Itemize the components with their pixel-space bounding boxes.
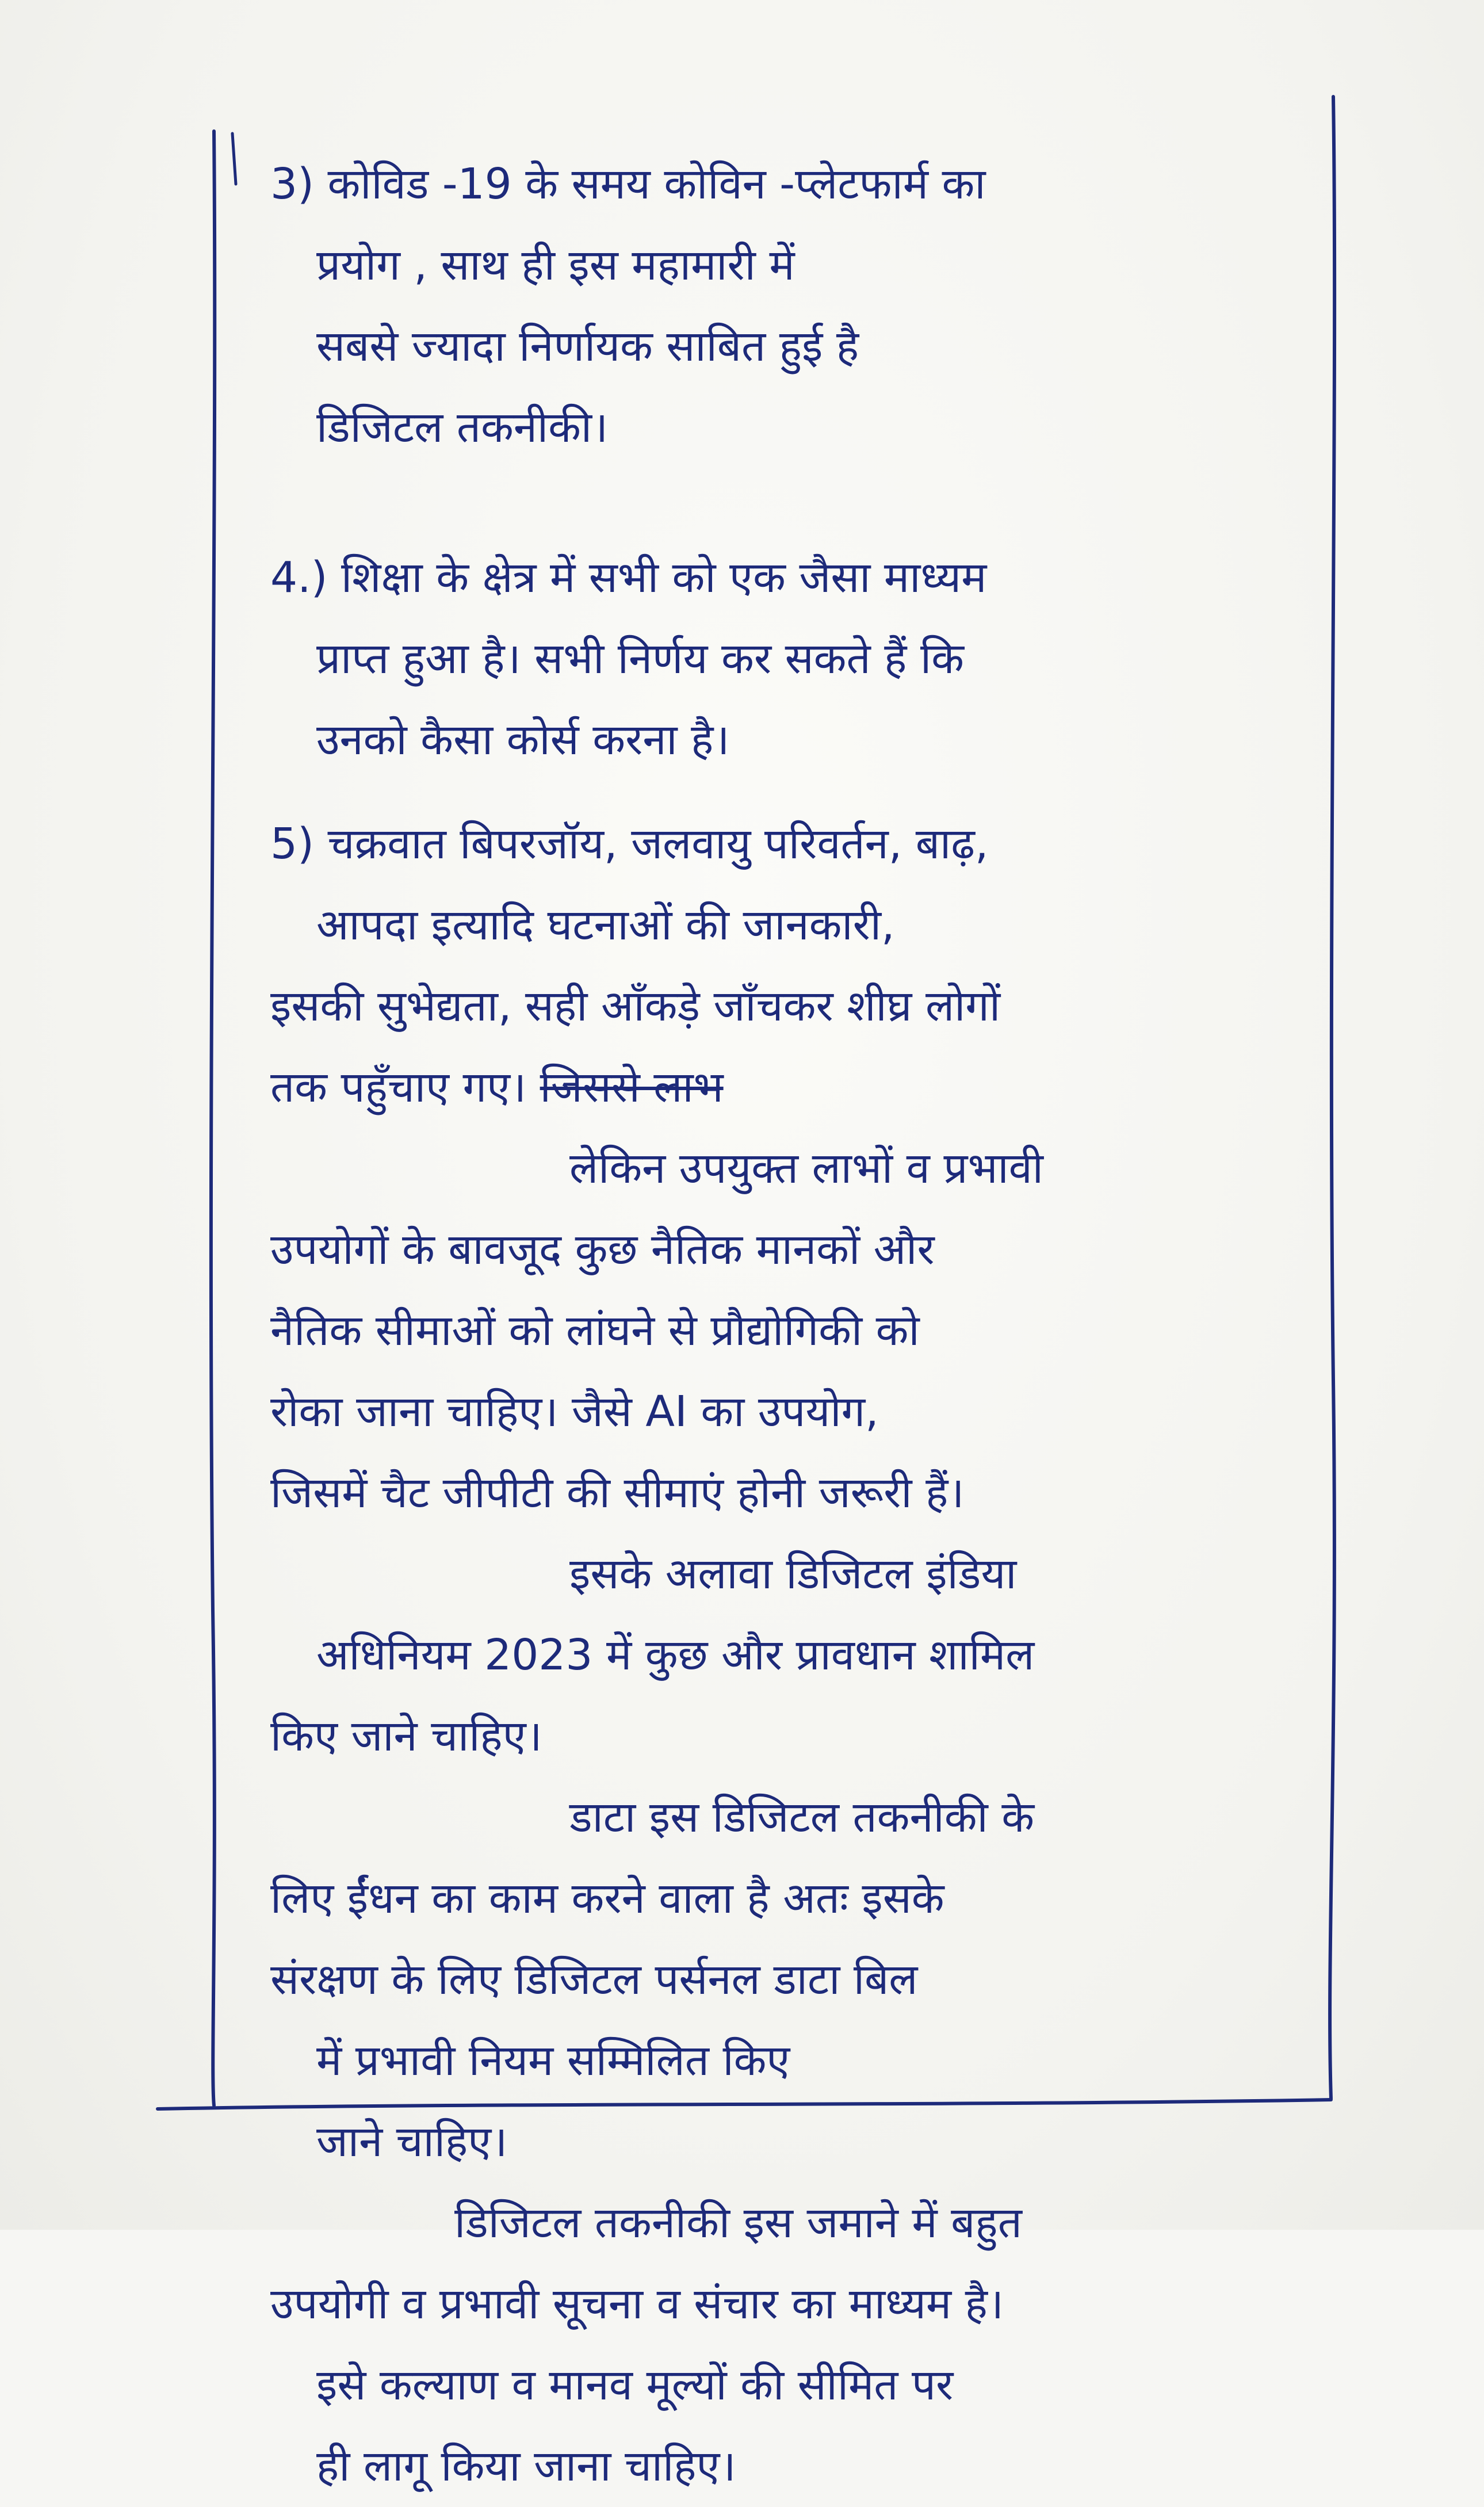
point-5-line-4-text: तक पहुँचाए गए। — [270, 1063, 527, 1112]
point-3-line-3: सबसे ज्यादा निर्णायक साबित हुई है — [316, 322, 859, 371]
border-right — [1330, 97, 1334, 2099]
point-3-line-1: 3) कोविड -19 के समय कोविन -प्लेटफार्म का — [270, 159, 986, 209]
conclusion-line-3: इसे कल्याण व मानव मूल्यों की सीमित पर — [316, 2360, 954, 2410]
point-5-line-2: आपदा इत्यादि घटनाओं की जानकारी, — [316, 900, 895, 950]
ethics-line-8: किए जाने चाहिए। — [270, 1711, 542, 1761]
paragraph-ethics — [270, 1128, 1323, 1777]
point-3 — [270, 144, 1323, 468]
border-mark — [232, 133, 236, 184]
point-4 — [270, 537, 1323, 781]
point-5 — [270, 804, 1323, 1128]
ethics-line-6: इसके अलावा डिजिटल इंडिया — [569, 1549, 1017, 1599]
point-4-line-2: प्राप्त हुआ है। सभी निर्णय कर सकते हैं कि — [316, 634, 964, 683]
handwritten-essay — [270, 144, 1323, 2507]
paragraph-conclusion — [270, 2183, 1323, 2507]
conclusion-line-4: ही लागू किया जाना चाहिए। — [316, 2441, 736, 2491]
ethics-line-1: लेकिन उपयुक्त लाभों व प्रभावी — [569, 1144, 1043, 1193]
data-line-5: जाने चाहिए। — [316, 2117, 508, 2166]
ethics-line-5: जिसमें चैट जीपीटी की सीमाएं होनी जरूरी हैं। — [270, 1468, 965, 1518]
point-3-line-2: प्रयोग , साथ ही इस महामारी में — [316, 240, 795, 290]
data-line-4: में प्रभावी नियम सम्मिलित किए — [316, 2036, 790, 2085]
data-line-3: संरक्षण के लिए डिजिटल पर्सनल डाटा बिल — [270, 1955, 918, 2004]
border-left — [211, 131, 215, 2105]
point-4-line-3: उनको कैसा कोर्स करना है। — [316, 715, 730, 765]
point-5-line-4 — [270, 1047, 1323, 1128]
ethics-line-2: उपयोगों के बावजूद कुछ नैतिक मानकों और — [270, 1225, 935, 1274]
data-line-2: लिए ईंधन का काम करने वाला है अतः इसके — [270, 1874, 944, 1923]
point-4-line-1: 4.) शिक्षा के क्षेत्र में सभी को एक जैसा माध्यम — [270, 553, 987, 602]
ethics-line-3: नैतिक सीमाओं को लांघने से प्रौद्योगिकी को — [270, 1306, 920, 1355]
struck-out-words: जिससे लाभ — [540, 1063, 724, 1112]
conclusion-line-2: उपयोगी व प्रभावी सूचना व संचार का माध्यम है। — [270, 2279, 1004, 2329]
point-5-line-1: 5) चक्रवात बिपरजॉय, जलवायु परिवर्तन, बाढ़, — [270, 819, 989, 869]
conclusion-line-1: डिजिटल तकनीकी इस जमाने में बहुत — [454, 2198, 1022, 2248]
data-line-1: डाटा इस डिजिटल तकनीकी के — [569, 1793, 1035, 1842]
point-5-line-3: इसकी सुभेद्यता, सही आँकड़े जाँचकर शीघ्र लोगों — [270, 981, 1001, 1031]
paragraph-data — [270, 1777, 1323, 2183]
ethics-line-7: अधिनियम 2023 में कुछ और प्रावधान शामिल — [316, 1630, 1035, 1680]
ethics-line-4: रोका जाना चाहिए। जैसे AI का उपयोग, — [270, 1387, 879, 1436]
point-3-line-4: डिजिटल तकनीकी। — [316, 403, 609, 452]
